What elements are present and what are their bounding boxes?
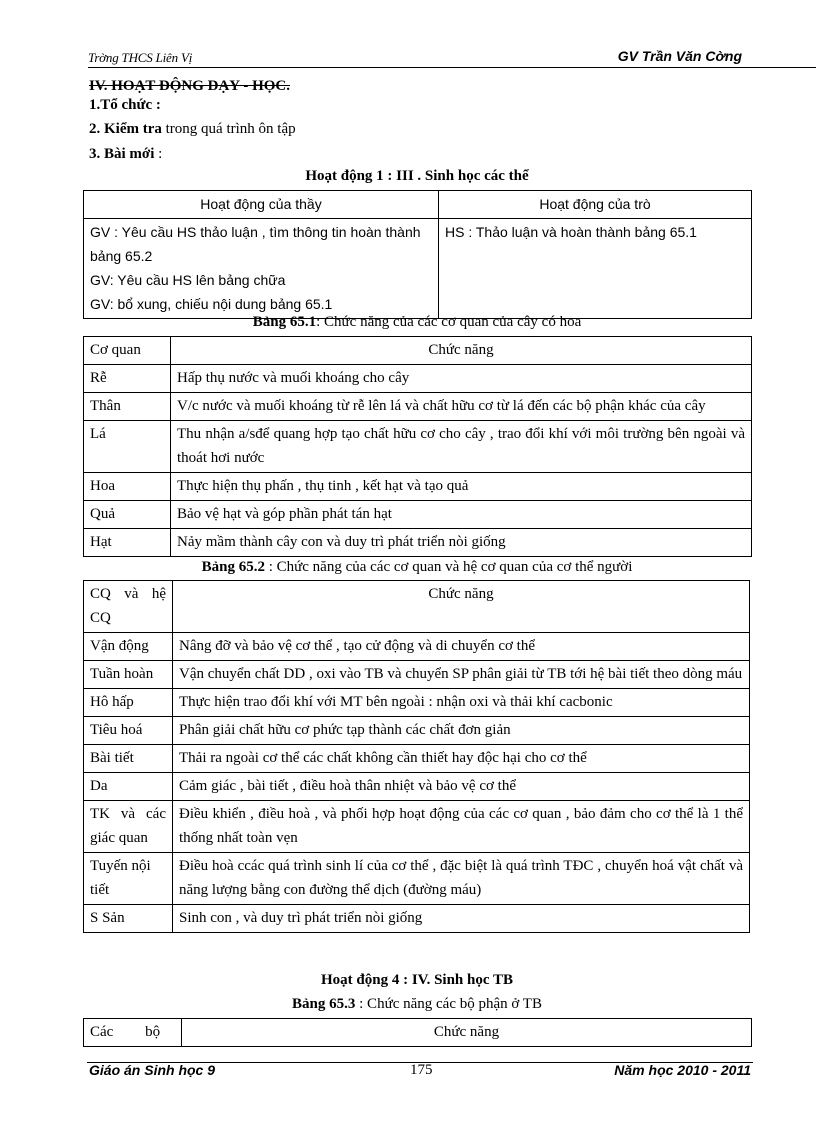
header-rule bbox=[88, 67, 816, 68]
function-cell: Nảy mầm thành cây con và duy trì phát triển nòi giống bbox=[171, 529, 752, 557]
table-row bbox=[84, 801, 750, 853]
organ-cell: Vận động bbox=[84, 633, 173, 661]
step-check bbox=[89, 121, 296, 138]
teacher-activity-cell bbox=[84, 219, 439, 319]
table-header-row bbox=[84, 191, 752, 219]
function-cell: Cảm giác , bài tiết , điều hoà thân nhiệt và bảo vệ cơ thể bbox=[173, 773, 750, 801]
function-cell: Điều hoà ccác quá trình sinh lí của cơ thể , đặc biệt là quá trình TĐC , chuyển hoá vật chất và năng lượng bằng con đường thể dịch (đường máu) bbox=[173, 853, 750, 905]
teacher-name: GV Trần Văn Cờng bbox=[617, 48, 742, 64]
table-row bbox=[84, 905, 750, 933]
page-number: 175 bbox=[410, 1062, 433, 1078]
step-check-label: 2. Kiểm tra bbox=[89, 121, 162, 137]
function-cell: Vận chuyển chất DD , oxi vào TB và chuyển SP phân giải từ TB tới hệ bài tiết theo dòng máu bbox=[173, 661, 750, 689]
function-cell: Thực hiện thụ phấn , thụ tinh , kết hạt và tạo quả bbox=[171, 473, 752, 501]
footer-lesson-plan: Giáo án Sinh học 9 bbox=[89, 1062, 216, 1078]
function-cell: Hấp thụ nước và muối khoáng cho cây bbox=[171, 365, 752, 393]
school-name: Trờng THCS Liên Vị bbox=[88, 50, 193, 65]
organ-cell: TK và các giác quan bbox=[84, 801, 173, 853]
section-title: IV. HOẠT ĐỘNG DẠY - HỌC. bbox=[89, 78, 290, 94]
teacher-line: GV: bổ xung, chiếu nội dung bảng 65.1 bbox=[90, 296, 333, 312]
column-header-part: Các bộ bbox=[84, 1019, 182, 1047]
organ-cell: Thân bbox=[84, 393, 171, 421]
table652-caption-label: Bảng 65.2 bbox=[201, 559, 265, 575]
table653-caption bbox=[82, 996, 752, 1013]
table-row bbox=[84, 773, 750, 801]
activity1-title: Hoạt động 1 : III . Sinh học các thể bbox=[305, 168, 529, 184]
table-header-row bbox=[84, 1019, 752, 1047]
table-row bbox=[84, 661, 750, 689]
table-row bbox=[84, 365, 752, 393]
function-cell: Bảo vệ hạt và góp phần phát tán hạt bbox=[171, 501, 752, 529]
table-row bbox=[84, 501, 752, 529]
table652-caption bbox=[82, 559, 752, 576]
activity1-table bbox=[83, 190, 752, 319]
student-activity-cell: HS : Thảo luận và hoàn thành bảng 65.1 bbox=[439, 219, 752, 319]
function-cell: Sinh con , và duy trì phát triển nòi giống bbox=[173, 905, 750, 933]
table-header-row bbox=[84, 581, 750, 633]
organ-cell: Rễ bbox=[84, 365, 171, 393]
organ-cell: Da bbox=[84, 773, 173, 801]
teacher-column-header: Hoạt động của thầy bbox=[84, 191, 439, 219]
function-cell: Phân giải chất hữu cơ phức tạp thành các chất đơn giản bbox=[173, 717, 750, 745]
table-row bbox=[84, 393, 752, 421]
page-header bbox=[82, 48, 816, 68]
table653 bbox=[83, 1018, 752, 1047]
organ-cell: Hoa bbox=[84, 473, 171, 501]
step-check-text: trong quá trình ôn tập bbox=[161, 121, 296, 137]
organ-cell: Hô hấp bbox=[84, 689, 173, 717]
function-cell: Thực hiện trao đổi khí với MT bên ngoài : nhận oxi và thải khí cacbonic bbox=[173, 689, 750, 717]
table653-caption-text: : Chức năng các bộ phận ở TB bbox=[355, 996, 542, 1012]
table-row bbox=[84, 745, 750, 773]
organ-cell: Tiêu hoá bbox=[84, 717, 173, 745]
organ-cell: Lá bbox=[84, 421, 171, 473]
table-header-row bbox=[84, 337, 752, 365]
function-cell: Thu nhận a/sđể quang hợp tạo chất hữu cơ cho cây , trao đổi khí với môi trường bên ngoài và thoát hơi nước bbox=[171, 421, 752, 473]
table-row bbox=[84, 689, 750, 717]
organ-cell: Tuyến nội tiết bbox=[84, 853, 173, 905]
table-row bbox=[84, 529, 752, 557]
function-cell: V/c nước và muối khoáng từ rễ lên lá và chất hữu cơ từ lá đến các bộ phận khác của cây bbox=[171, 393, 752, 421]
table651-caption-label: Bảng 65.1 bbox=[252, 314, 317, 330]
teacher-line: GV : Yêu cầu HS thảo luận , tìm thông tin hoàn thành bảng 65.2 bbox=[90, 224, 421, 264]
column-header-function: Chức năng bbox=[173, 581, 750, 633]
organ-cell: Hạt bbox=[84, 529, 171, 557]
organ-cell: Quả bbox=[84, 501, 171, 529]
page-footer bbox=[87, 1062, 753, 1082]
table-row bbox=[84, 473, 752, 501]
organ-cell: S Sản bbox=[84, 905, 173, 933]
organ-cell: Bài tiết bbox=[84, 745, 173, 773]
table-row bbox=[84, 219, 752, 319]
table-row bbox=[84, 421, 752, 473]
teacher-line: GV: Yêu cầu HS lên bảng chữa bbox=[90, 272, 286, 288]
column-header-organ: CQ và hệ CQ bbox=[84, 581, 173, 633]
step-new-lesson bbox=[89, 146, 162, 163]
step-new-lesson-label: 3. Bài mới bbox=[89, 146, 155, 162]
table-row bbox=[84, 853, 750, 905]
step-new-lesson-text: : bbox=[154, 146, 163, 162]
column-header-organ: Cơ quan bbox=[84, 337, 171, 365]
table651 bbox=[83, 336, 752, 557]
function-cell: Điều khiển , điều hoà , và phối hợp hoạt động của các cơ quan , bảo đảm cho cơ thể là 1 thể thống nhất toàn vẹn bbox=[173, 801, 750, 853]
student-column-header: Hoạt động của trò bbox=[439, 191, 752, 219]
function-cell: Nâng đỡ và bảo vệ cơ thể , tạo cử động và di chuyển cơ thể bbox=[173, 633, 750, 661]
table653-caption-label: Bảng 65.3 bbox=[292, 996, 356, 1012]
function-cell: Thải ra ngoài cơ thể các chất không cần thiết hay độc hại cho cơ thể bbox=[173, 745, 750, 773]
table651-caption bbox=[82, 314, 752, 331]
table-row bbox=[84, 717, 750, 745]
column-header-function: Chức năng bbox=[171, 337, 752, 365]
footer-school-year: Năm học 2010 - 2011 bbox=[614, 1062, 751, 1078]
step-organize: 1.Tổ chức : bbox=[89, 97, 161, 113]
table652-caption-text: : Chức năng của các cơ quan và hệ cơ quan của cơ thể người bbox=[264, 559, 633, 575]
table-row bbox=[84, 633, 750, 661]
column-header-function: Chức năng bbox=[182, 1019, 752, 1047]
activity4-title: Hoạt động 4 : IV. Sinh học TB bbox=[320, 972, 513, 988]
table652 bbox=[83, 580, 750, 933]
organ-cell: Tuần hoàn bbox=[84, 661, 173, 689]
table651-caption-text: : Chức năng của các cơ quan của cây có hoa bbox=[316, 314, 582, 330]
